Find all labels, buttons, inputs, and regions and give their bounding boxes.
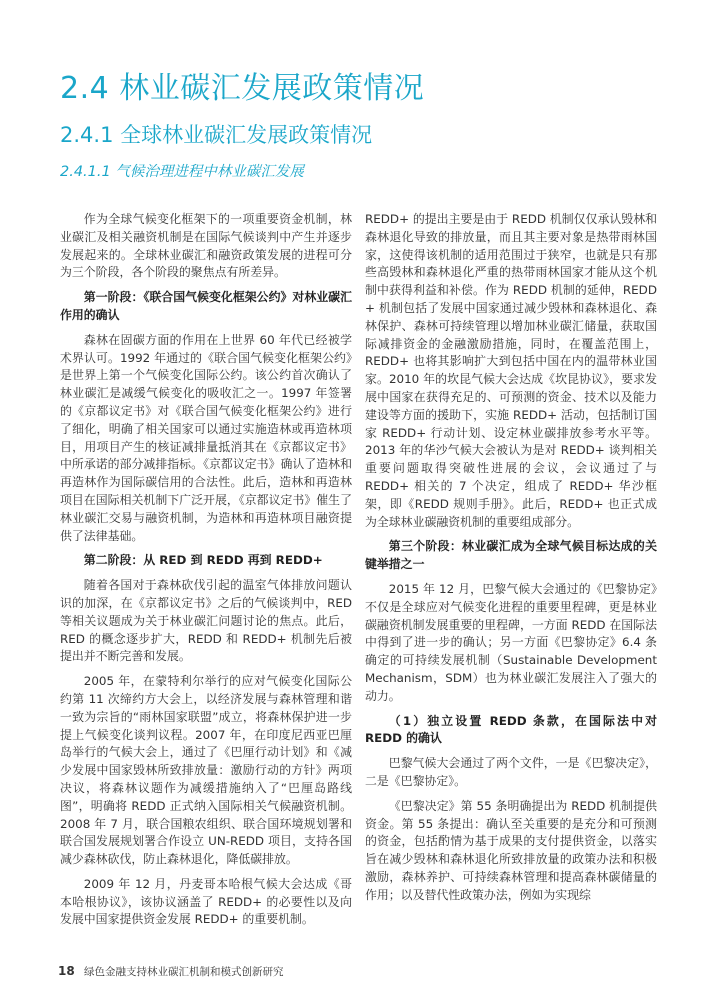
- paragraph: REDD+ 的提出主要是由于 REDD 机制仅仅承认毁林和森林退化导致的排放量，而且其主要对象是热带雨林国家，这使得该机制的适用范围过于狭窄，也就是只有那些高毁林和森林退化严重的热带雨林国家才能从这个机制中获得利益和补偿。作为 REDD 机制的延伸，REDD + 机制包括了发展中国家通过减少毁林和森林退化、森林保护、森林可持续管理以增加林业碳汇储量，获取国际减排资金的金融激励措施，同时，在覆盖范围上，REDD+ 也将其影响扩大到包括中国在内的温带林业国家。2010 年的坎昆气候大会达成《坎昆协议》，要求发展中国家在获得充足的、可预测的资金、技术以及能力建设等方面的援助下，实施 REDD+ 活动，包括制订国家 REDD+ 行动计划、设定林业碳排放参考水平等。2013 年的华沙气候大会被认为是对 REDD+ 谈判相关重要问题取得突破性进展的会议，会议通过了与 REDD+ 相关的 7 个决定，组成了 REDD+ 华沙框架，即《REDD 规则手册》。此后，REDD+ 也正式成为全球林业碳融资机制的重要组成部分。: [365, 212, 657, 529]
- section-heading-level-2: 2.4.1 全球林业碳汇发展政策情况: [60, 123, 373, 147]
- paragraph: 随着各国对于森林砍伐引起的温室气体排放问题认识的加深，在《京都议定书》之后的气候谈判中，RED 等相关议题成为关于林业碳汇问题讨论的焦点。此后，RED 的概念逐步扩大，REDD 和 REDD+ 机制先后被提出并不断完善和发展。: [60, 578, 352, 664]
- paragraph: 作为全球气候变化框架下的一项重要资金机制，林业碳汇及相关融资机制是在国际气候谈判中产生并逐步发展起来的。全球林业碳汇和融资政策发展的进程可分为三个阶段，各个阶段的聚焦点有所差异。: [60, 212, 352, 280]
- stage-heading: 第一阶段：《联合国气候变化框架公约》对林业碳汇作用的确认: [60, 290, 352, 322]
- section-heading-level-3: 2.4.1.1 气候治理进程中林业碳汇发展: [60, 164, 304, 180]
- paragraph: 巴黎气候大会通过了两个文件，一是《巴黎决定》，二是《巴黎协定》。: [365, 756, 657, 788]
- right-text-column: [365, 211, 657, 911]
- paragraph: 2005 年，在蒙特利尔举行的应对气候变化国际公约第 11 次缔约方大会上，以经济发展与森林管理和谐一致为宗旨的“雨林国家联盟”成立，将森林保护进一步提上气候变化谈判议程。2007 年，在印度尼西亚巴厘岛举行的气候大会上，通过了《巴厘行动计划》和《减少发展中国家毁林所致排放量：激励行动的方针》两项决议，将森林议题作为减缓措施纳入了“巴厘岛路线图”，明确将 REDD 正式纳入国际相关气候融资机制。2008 年 7 月，联合国粮农组织、联合国环境规划署和联合国发展规划署合作设立 UN-REDD 项目，支持各国减少森林砍伐，防止森林退化，降低碳排放。: [60, 674, 352, 867]
- paragraph: 森林在固碳方面的作用在上世界 60 年代已经被学术界认可。1992 年通过的《联合国气候变化框架公约》是世界上第一个气候变化国际公约。该公约首次确认了林业碳汇是减缓气候变化的吸收汇之一。1997 年签署的《京都议定书》对《联合国气候变化框架公约》进行了细化，明确了相关国家可以通过实施造林或再造林项目，用项目产生的核证减排量抵消其在《京都议定书》中所承诺的部分减排指标。《京都议定书》确认了造林和再造林作为国际碳信用的合法性。此后，造林和再造林项目在国际相关机制下广泛开展，《京都议定书》催生了林业碳汇交易与融资机制，为造林和再造林项目融资提供了法律基础。: [60, 332, 352, 543]
- sub-heading: （1）独立设置 REDD 条款，在国际法中对 REDD 的确认: [365, 713, 657, 746]
- stage-heading: 第三个阶段：林业碳汇成为全球气候目标达成的关键举措之一: [365, 539, 657, 572]
- stage-heading: 第二阶段：从 RED 到 REDD 再到 REDD+: [83, 553, 323, 568]
- page-number: 18: [58, 964, 75, 978]
- footer-title: 绿色金融支持林业碳汇机制和模式创新研究: [84, 966, 284, 978]
- section-heading-level-1: 2.4 林业碳汇发展政策情况: [60, 71, 425, 106]
- left-text-column: [60, 211, 352, 936]
- paragraph: 2015 年 12 月，巴黎气候大会通过的《巴黎协定》不仅是全球应对气候变化进程的重要里程碑，更是林业碳融资机制发展重要的里程碑，一方面 REDD 在国际法中得到了进一步的确认；另一方面《巴黎协定》6.4 条确定的可持续发展机制（Sustainable Development Mechanism，SDM）也为林业碳汇发展注入了强大的动力。: [365, 581, 657, 703]
- paragraph: 《巴黎决定》第 55 条明确提出为 REDD 机制提供资金。第 55 条提出：确认至关重要的是充分和可预测的资金，包括酌情为基于成果的支付提供资金，以落实旨在减少毁林和森林退化所致排放量的政策办法和积极激励，森林养护、可持续森林管理和提高森林碳储量的作用；以及替代性政策办法，例如为实现综: [365, 798, 657, 902]
- paragraph: 2009 年 12 月，丹麦哥本哈根气候大会达成《哥本哈根协议》，该协议涵盖了 REDD+ 的必要性以及向发展中国家提供资金发展 REDD+ 的重要机制。: [60, 876, 352, 927]
- page-footer: [58, 964, 284, 979]
